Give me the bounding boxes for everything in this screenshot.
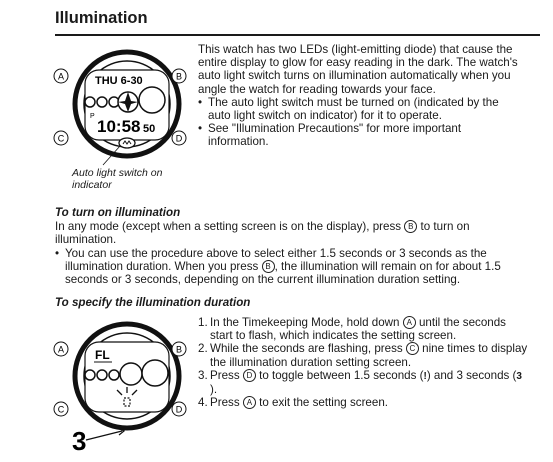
turn-on-bullet: • You can use the procedure above to select either 1.5 seconds or 3 seconds as the illumination duration. When you press B , the illumination will remain on for about 1.5 seconds or 3 seconds, depending on the current illumination duration setting. [55,247,501,287]
button-d-symbol: D [243,369,256,382]
watch1-btn-d: D [175,133,183,144]
watch2-label: FL [95,348,110,362]
indicator-1-5-seconds: ! [423,370,427,382]
watch2-btn-c: C [57,404,65,415]
page-title: Illumination [55,9,148,27]
watch1-btn-a: A [57,71,65,82]
watch2-btn-b: B [175,344,183,355]
intro-block [198,43,518,149]
heading-duration: To specify the illumination duration [55,296,251,309]
watch1-pm: P [90,113,95,120]
watch1-date: THU 6-30 [95,75,143,87]
heading-turn-on: To turn on illumination [55,206,181,219]
step-1: 1. In the Timekeeping Mode, hold down A until the seconds start to flash, which indicates the setting screen. [198,316,506,343]
button-b-symbol: B [262,260,275,273]
watch2-btn-a: A [57,344,65,355]
indicator-3-seconds: 3 [516,370,522,382]
intro-bullet: • See "Illumination Precautions" for more important information. [198,122,462,149]
button-b-symbol: B [404,220,417,233]
watch-1-illustration [54,52,186,165]
watch-2-illustration [54,324,186,456]
intro-bullet: • The auto light switch must be turned on (indicated by the auto light switch on indicator) for it to operate. [198,95,499,123]
watch1-time: 10:58 [97,117,141,136]
turn-on-text: In any mode (except when a setting screen is on the display), press B to turn on illumination. [55,220,470,247]
button-a-symbol: A [403,316,416,329]
indicator-caption: Auto light switch on indicator [72,167,163,191]
step-2: 2. While the seconds are flashing, press C nine times to display the illumination duration setting screen. [198,342,528,369]
step-3: 3. Press D to toggle between 1.5 seconds (!) and 3 seconds (3). [198,368,522,397]
watch2-btn-d: D [175,404,183,415]
duration-steps [198,316,528,409]
intro-text: This watch has two LEDs (light-emitting diode) that cause the entire display to glow for easy reading in the dark. The watch's auto light switch turns on illumination automatically when you angle the watch for reading towards your face. [198,43,518,96]
watch1-btn-b: B [175,71,183,82]
watch2-big-digit: 3 [72,426,87,456]
watch1-btn-c: C [57,133,65,144]
button-a-symbol: A [243,396,256,409]
button-c-symbol: C [406,342,419,355]
watch1-seconds: 50 [143,123,156,135]
step-4: 4. Press A to exit the setting screen. [198,396,388,410]
